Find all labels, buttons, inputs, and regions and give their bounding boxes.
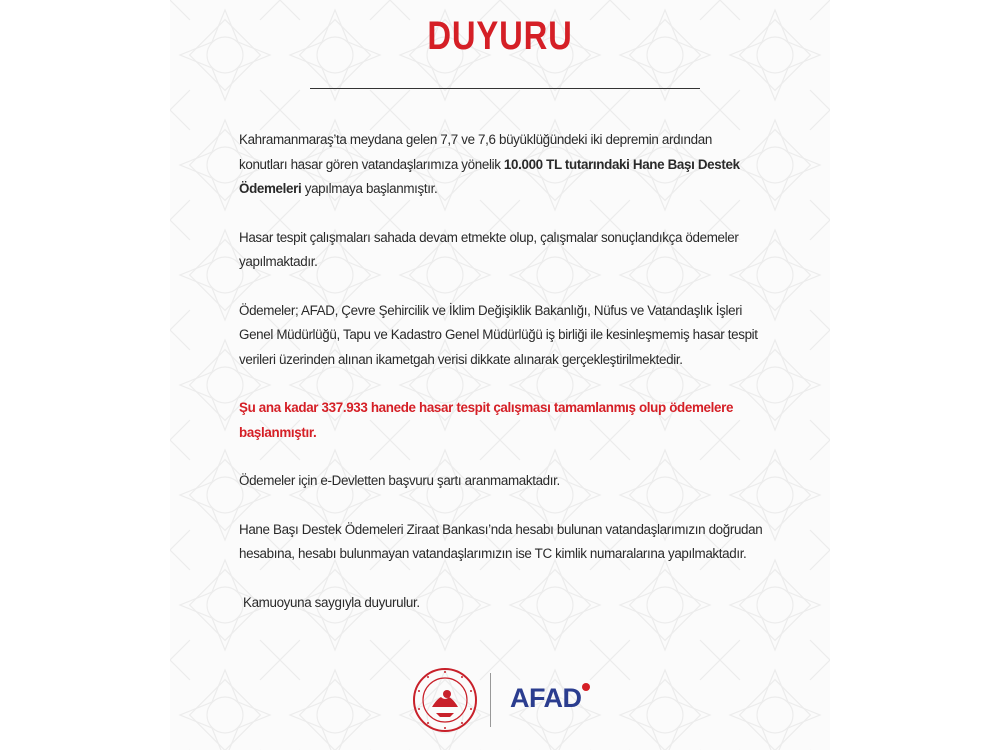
paragraph-3: Ödemeler; AFAD, Çevre Şehircilik ve İklim Değişiklik Bakanlığı, Nüfus ve Vatandaşlık İşleri Genel Müdürlüğü, Tapu ve Kadastro Genel Müdürlüğü iş birliği ile kesinleşmemiş hasar tespit verileri üzerinden alınan ikametgah verisi dikkate alınarak gerçekleştirilmektedir. (239, 302, 758, 367)
afad-logo: AFAD (510, 683, 582, 713)
logo-divider (490, 673, 491, 727)
page-title: DUYURU (427, 14, 573, 58)
footer-logos (412, 667, 592, 731)
ministry-seal-icon (412, 667, 478, 733)
paragraph-7-closing: Kamuoyuna saygıyla duyurulur. (243, 594, 420, 610)
paragraph-2: Hasar tespit çalışmaları sahada devam etmekte olup, çalışmalar sonuçlandıkça ödemeler yapılmaktadır. (239, 229, 739, 269)
paragraph-6: Hane Başı Destek Ödemeleri Ziraat Bankası’nda hesabı bulunan vatandaşlarımızın doğrudan hesabına, hesabı bulunmayan vatandaşlarımızın ise TC kimlik numaralarına yapılmaktadır. (239, 521, 763, 561)
paragraph-1 (239, 128, 774, 202)
paragraph-1-emphasis-payments: Ödemeleri (239, 181, 302, 196)
afad-registered-icon (582, 683, 590, 691)
paragraph-1-emphasis-amount: 10.000 TL tutarındaki Hane Başı Destek (503, 156, 740, 172)
title-divider (310, 88, 700, 89)
announcement-body (239, 128, 774, 639)
paragraph-1-line-2: konutları hasar gören vatandaşlarımıza yönelik (239, 156, 504, 172)
paragraph-1-line-1: Kahramanmaraş’ta meydana gelen 7,7 ve 7,6 büyüklüğündeki iki depremin ardından (239, 132, 712, 147)
paragraph-5: Ödemeler için e-Devletten başvuru şartı aranmamaktadır. (239, 473, 560, 488)
paragraph-1-line-3: yapılmaya başlanmıştır. (301, 181, 438, 196)
paragraph-4-highlight: Şu ana kadar 337.933 hanede hasar tespit çalışması tamamlanmış olup ödemelere başlanmıştır. (239, 400, 734, 440)
